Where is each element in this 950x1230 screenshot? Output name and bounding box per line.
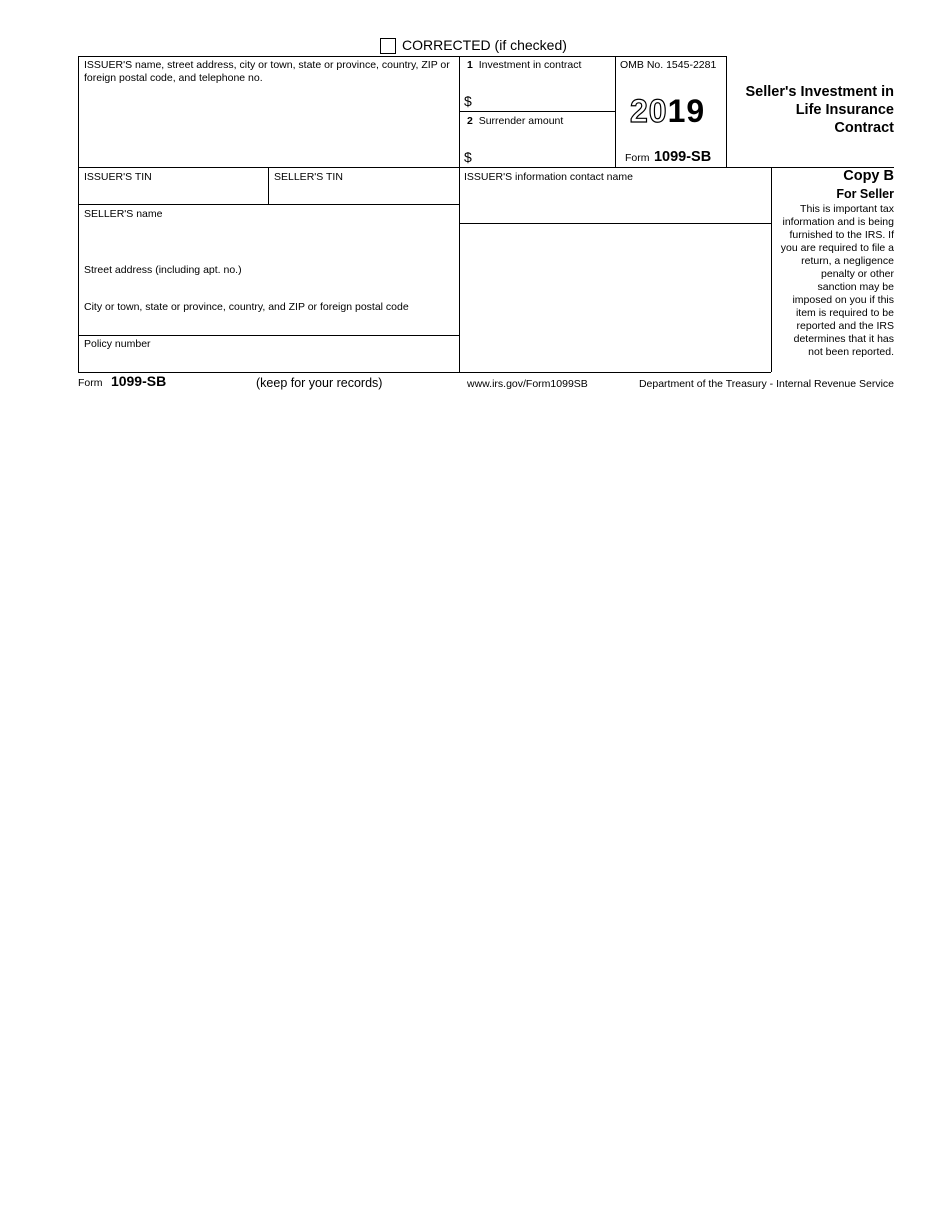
seller-tin-label: SELLER'S TIN xyxy=(274,171,343,183)
seller-city-field[interactable] xyxy=(84,301,454,314)
tax-year-outline: 20 xyxy=(630,93,668,129)
issuer-name-address-field[interactable] xyxy=(84,59,456,85)
notice-line: item is required to be xyxy=(795,307,894,319)
footer-keep-text: (keep for your records) xyxy=(256,376,383,390)
box1-label: Investment in contract xyxy=(478,59,582,71)
issuer-tin-label: ISSUER'S TIN xyxy=(84,171,152,183)
notice-line: return, a negligence xyxy=(801,255,894,267)
issuer-tin-field[interactable] xyxy=(84,171,264,184)
copy-notice xyxy=(772,203,894,359)
form-title-line1: Seller's Investment in xyxy=(745,84,894,100)
footer-form-id xyxy=(78,373,166,391)
seller-name-field[interactable] xyxy=(84,208,454,221)
copy-b-section xyxy=(772,168,894,359)
notice-line: imposed on you if this xyxy=(792,294,894,306)
policy-number-field[interactable] xyxy=(84,338,454,351)
corrected-label: CORRECTED (if checked) xyxy=(402,37,567,53)
notice-line: sanction may be xyxy=(817,281,894,293)
omb-form-name: 1099-SB xyxy=(653,149,712,165)
notice-line: This is important tax xyxy=(800,203,894,215)
box2-number: 2 xyxy=(467,115,473,127)
box2-label: Surrender amount xyxy=(478,115,564,127)
notice-line: not been reported. xyxy=(808,346,894,358)
tax-year xyxy=(630,93,705,130)
seller-name-label: SELLER'S name xyxy=(84,208,163,220)
policy-number-label: Policy number xyxy=(84,338,151,350)
box1-currency: $ xyxy=(464,93,472,109)
notice-line: you are required to file a xyxy=(780,242,894,254)
seller-tin-field[interactable] xyxy=(274,171,454,184)
corrected-checkbox[interactable] xyxy=(380,38,396,54)
box2-surrender-field[interactable] xyxy=(467,115,613,128)
form-title xyxy=(728,83,894,137)
footer-department: Department of the Treasury - Internal Revenue Service xyxy=(638,378,894,390)
notice-line: furnished to the IRS. If xyxy=(789,229,894,241)
footer-website: www.irs.gov/Form1099SB xyxy=(467,378,588,390)
footer-form-name: 1099-SB xyxy=(110,373,167,389)
issuer-name-label: ISSUER'S name, street address, city or town, state or province, country, ZIP or foreign postal code, and telephone no. xyxy=(84,59,450,84)
omb-number: OMB No. 1545-2281 xyxy=(620,59,717,71)
seller-street-label: Street address (including apt. no.) xyxy=(84,264,242,276)
notice-line: determines that it has xyxy=(793,333,894,345)
box2-currency: $ xyxy=(464,149,472,165)
notice-line: reported and the IRS xyxy=(796,320,894,332)
form-title-line3: Contract xyxy=(834,120,894,136)
issuer-contact-label: ISSUER'S information contact name xyxy=(464,171,633,183)
notice-line: penalty or other xyxy=(821,268,894,280)
box1-number: 1 xyxy=(467,59,473,71)
box1-investment-field[interactable] xyxy=(467,59,613,72)
copy-subtitle: For Seller xyxy=(836,187,894,201)
form-title-line2: Life Insurance xyxy=(795,102,894,118)
seller-city-label: City or town, state or province, country, and ZIP or foreign postal code xyxy=(84,301,409,313)
omb-form-prefix: Form xyxy=(625,152,650,164)
omb-form-id xyxy=(625,148,711,166)
issuer-contact-field[interactable] xyxy=(464,171,764,184)
copy-title: Copy B xyxy=(843,168,894,184)
footer-form-prefix: Form xyxy=(78,377,103,389)
seller-street-field[interactable] xyxy=(84,264,454,277)
tax-year-solid: 19 xyxy=(667,93,706,129)
blank-field-area[interactable] xyxy=(460,224,770,371)
notice-line: information and is being xyxy=(782,216,894,228)
